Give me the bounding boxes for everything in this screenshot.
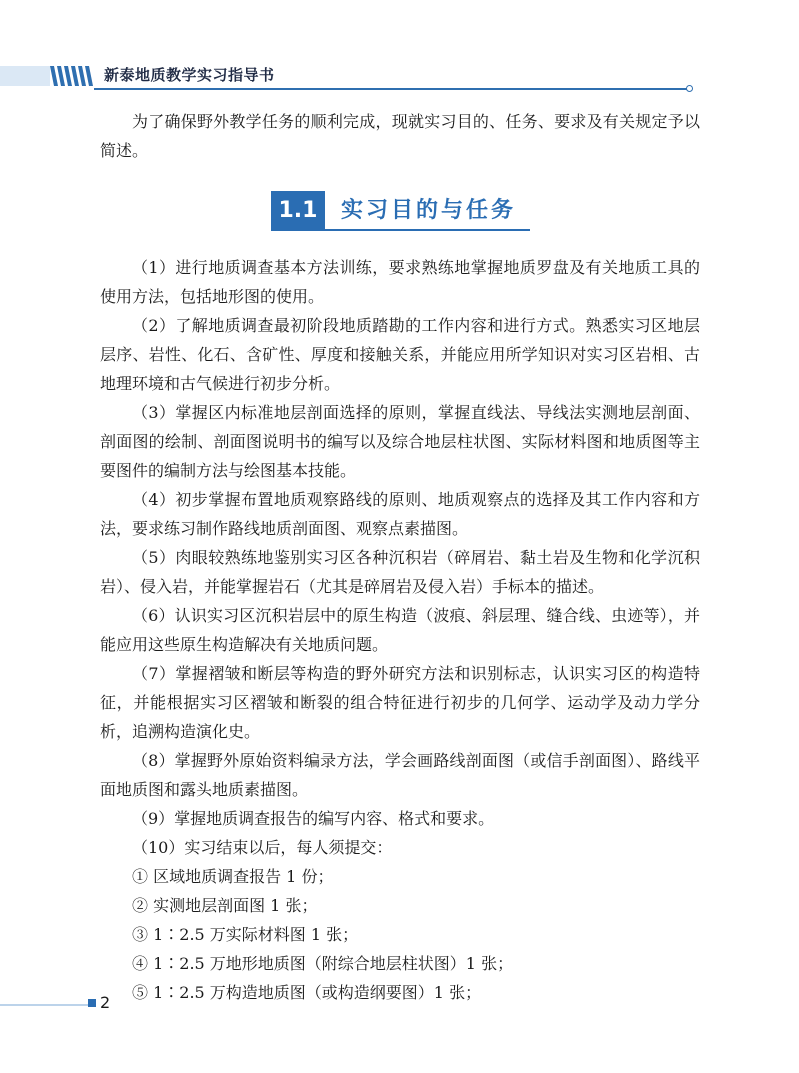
deliverable-item: ① 区域地质调查报告 1 份； (132, 867, 334, 886)
list-item: （1）进行地质调查基本方法训练，要求熟练地掌握地质罗盘及有关地质工具的使用方法，包括地形图的使用。 (100, 258, 700, 306)
list-item: （10）实习结束以后，每人须提交： (132, 838, 393, 857)
section-number-badge: 1.1 (271, 191, 325, 231)
book-title: 新泰地质教学实习指导书 (104, 66, 275, 84)
deliverable-item: ⑤ 1∶2.5 万构造地质图（或构造纲要图）1 张； (132, 983, 482, 1002)
intro-paragraph: 为了确保野外教学任务的顺利完成，现就实习目的、任务、要求及有关规定予以简述。 (100, 112, 700, 160)
list-item: （7）掌握褶皱和断层等构造的野外研究方法和识别标志，认识实习区的构造特征，并能根据实习区褶皱和断裂的组合特征进行初步的几何学、运动学及动力学分析，追溯构造演化史。 (100, 664, 700, 741)
footer-rule (0, 1004, 88, 1006)
list-item: （3）掌握区内标准地层剖面选择的原则，掌握直线法、导线法实测地层剖面、剖面图的绘制、剖面图说明书的编写以及综合地层柱状图、实际材料图和地质图等主要图件的编制方法与绘图基本技能。 (100, 403, 700, 480)
list-item: （9）掌握地质调查报告的编写内容、格式和要求。 (132, 809, 495, 828)
list-item: （6）认识实习区沉积岩层中的原生构造（波痕、斜层理、缝合线、虫迹等），并能应用这些原生构造解决有关地质问题。 (100, 606, 700, 654)
list-item: （5）肉眼较熟练地鉴别实习区各种沉积岩（碎屑岩、黏土岩及生物和化学沉积岩）、侵入岩，并能掌握岩石（尤其是碎屑岩及侵入岩）手标本的描述。 (100, 548, 700, 596)
list-item: （2）了解地质调查最初阶段地质踏勘的工作内容和进行方式。熟悉实习区地层层序、岩性、化石、含矿性、厚度和接触关系，并能应用所学知识对实习区岩相、古地理环境和古气候进行初步分析。 (100, 316, 700, 393)
running-header (0, 56, 799, 92)
deliverable-item: ② 实测地层剖面图 1 张； (132, 896, 318, 915)
deliverable-item: ④ 1∶2.5 万地形地质图（附综合地层柱状图）1 张； (132, 954, 514, 973)
header-rule (94, 88, 688, 90)
intro-block (100, 107, 700, 165)
list-item: （4）初步掌握布置地质观察路线的原则、地质观察点的选择及其工作内容和方法，要求练习制作路线地质剖面图、观察点素描图。 (100, 490, 700, 538)
page-number: 2 (100, 993, 111, 1012)
deliverable-item: ③ 1∶2.5 万实际材料图 1 张； (132, 925, 359, 944)
header-rule-end-dot (686, 85, 693, 92)
section-heading (271, 191, 531, 231)
section-title: 实习目的与任务 (341, 198, 517, 223)
section-underline (325, 229, 530, 231)
footer-square-marker (88, 999, 96, 1007)
header-stripes-decoration (0, 66, 96, 86)
task-list (100, 253, 700, 1007)
list-item: （8）掌握野外原始资料编录方法，学会画路线剖面图（或信手剖面图）、路线平面地质图和露头地质素描图。 (100, 751, 700, 799)
